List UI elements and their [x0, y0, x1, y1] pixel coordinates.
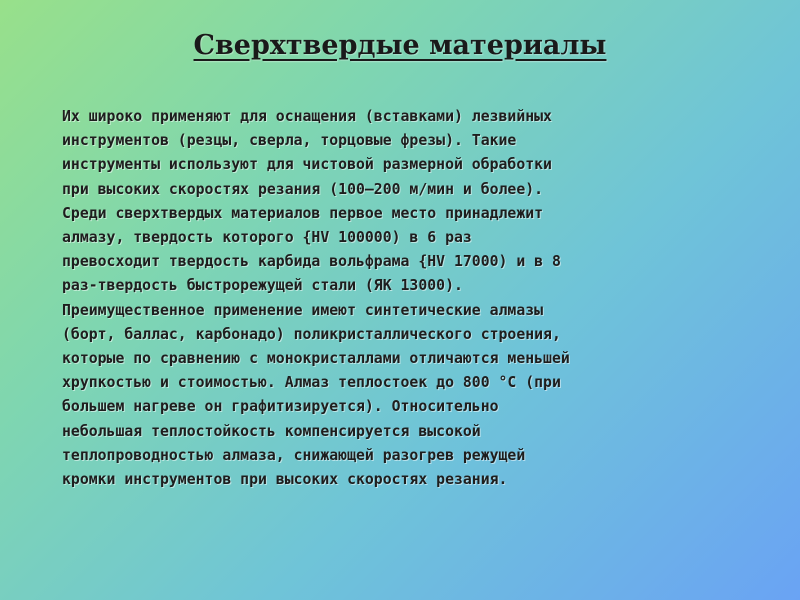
body-line: кромки инструментов при высоких скоростях резания.: [62, 471, 508, 489]
body-line: теплопроводностью алмаза, снижающей разогрев режущей: [62, 446, 526, 464]
body-line: раз-твердость быстрорежущей стали (ЯК 13000).: [62, 277, 463, 295]
body-line: (борт, баллас, карбонадо) поликристаллического строения,: [62, 325, 561, 343]
body-line: Их широко применяют для оснащения (вставками) лезвийных: [62, 108, 552, 125]
slide-title: Сверхтвердые материалы: [193, 30, 607, 61]
body-line: инструменты используют для чистовой размерной обработки: [62, 156, 552, 174]
body-line: которые по сравнению с монокристаллами отличаются меньшей: [62, 350, 570, 368]
body-line: Преимущественное применение имеют синтетические алмазы: [62, 301, 544, 319]
slide-body-text: [62, 105, 762, 492]
body-line: небольшая теплостойкость компенсируется высокой: [62, 422, 481, 440]
body-line: хрупкостью и стоимостью. Алмаз теплостоек до 800 °С (при: [62, 374, 561, 392]
body-line: при высоких скоростях резания (100–200 м/мин и более).: [62, 180, 544, 198]
body-line: Среди сверхтвердых материалов первое место принадлежит: [62, 204, 544, 222]
body-line: инструментов (резцы, сверла, торцовые фрезы). Такие: [62, 132, 517, 150]
body-line: алмазу, твердость которого {HV 100000) в 6 раз: [62, 229, 472, 247]
body-line: большем нагреве он графитизируется). Относительно: [62, 398, 499, 416]
body-line: превосходит твердость карбида вольфрама {HV 17000) и в 8: [62, 253, 561, 271]
